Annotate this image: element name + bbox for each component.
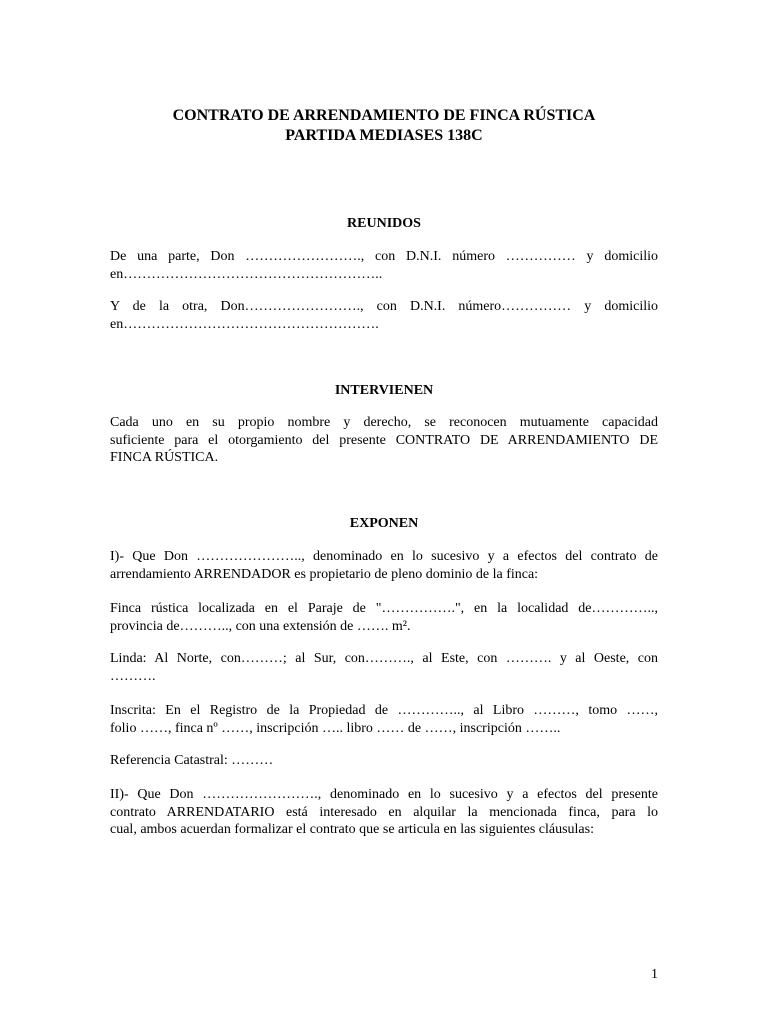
paragraph-arrendador bbox=[110, 548, 658, 583]
text-line: Y de la otra, Don……………………., con D.N.I. número…………… y domicilio bbox=[110, 299, 658, 314]
section-heading-exponen: EXPONEN bbox=[349, 516, 419, 531]
section-heading-reunidos: REUNIDOS bbox=[347, 216, 421, 231]
text-line: contrato ARRENDATARIO está interesado en alquilar la mencionada finca, para lo bbox=[110, 804, 658, 820]
page-number: 1 bbox=[651, 967, 658, 982]
text-line: folio ……, finca nº ……, inscripción ….. libro …… de ……, inscripción …….. bbox=[110, 720, 561, 736]
text-line: en………………………………………………. bbox=[110, 316, 379, 332]
text-line: en……………………………………………….. bbox=[110, 266, 383, 282]
section-heading-intervienen: INTERVIENEN bbox=[334, 383, 434, 398]
text-line: De una parte, Don ……………………., con D.N.I. número …………… y domicilio bbox=[110, 249, 658, 264]
text-line: Referencia Catastral: ……… bbox=[110, 753, 274, 768]
document-subtitle: PARTIDA MEDIASES 138C bbox=[285, 127, 483, 144]
paragraph-arrendatario bbox=[110, 786, 658, 839]
text-line: ………. bbox=[110, 668, 156, 684]
text-line: Linda: Al Norte, con………; al Sur, con………., al Este, con ………. y al Oeste, con bbox=[110, 651, 658, 666]
text-line: Cada uno en su propio nombre y derecho, se reconocen mutuamente capacidad bbox=[110, 415, 658, 430]
document-title: CONTRATO DE ARRENDAMIENTO DE FINCA RÚSTICA bbox=[172, 107, 596, 124]
text-line: Inscrita: En el Registro de la Propiedad de ………….., al Libro ………, tomo ……, bbox=[110, 703, 658, 718]
text-line: cual, ambos acuerdan formalizar el contrato que se articula en las siguientes cláusulas: bbox=[110, 822, 594, 837]
text-line: FINCA RÚSTICA. bbox=[110, 450, 219, 465]
paragraph-second-party bbox=[110, 298, 658, 333]
text-line: provincia de……….., con una extensión de ……. m². bbox=[110, 618, 411, 634]
text-line: II)- Que Don ……………………., denominado en lo sucesivo y a efectos del presente bbox=[110, 787, 658, 802]
paragraph-finca bbox=[110, 600, 658, 635]
paragraph-intervienen bbox=[110, 414, 658, 467]
paragraph-inscrita bbox=[110, 702, 658, 737]
paragraph-referencia-catastral bbox=[110, 752, 658, 770]
text-line: Finca rústica localizada en el Paraje de "…………….", en la localidad de………….., bbox=[110, 601, 658, 616]
paragraph-first-party bbox=[110, 248, 658, 283]
text-line: arrendamiento ARRENDADOR es propietario de pleno dominio de la finca: bbox=[110, 566, 539, 582]
paragraph-linda bbox=[110, 650, 658, 685]
text-line: I)- Que Don ………………….., denominado en lo sucesivo y a efectos del contrato de bbox=[110, 549, 658, 564]
text-line: suficiente para el otorgamiento del presente CONTRATO DE ARRENDAMIENTO DE bbox=[110, 432, 658, 448]
